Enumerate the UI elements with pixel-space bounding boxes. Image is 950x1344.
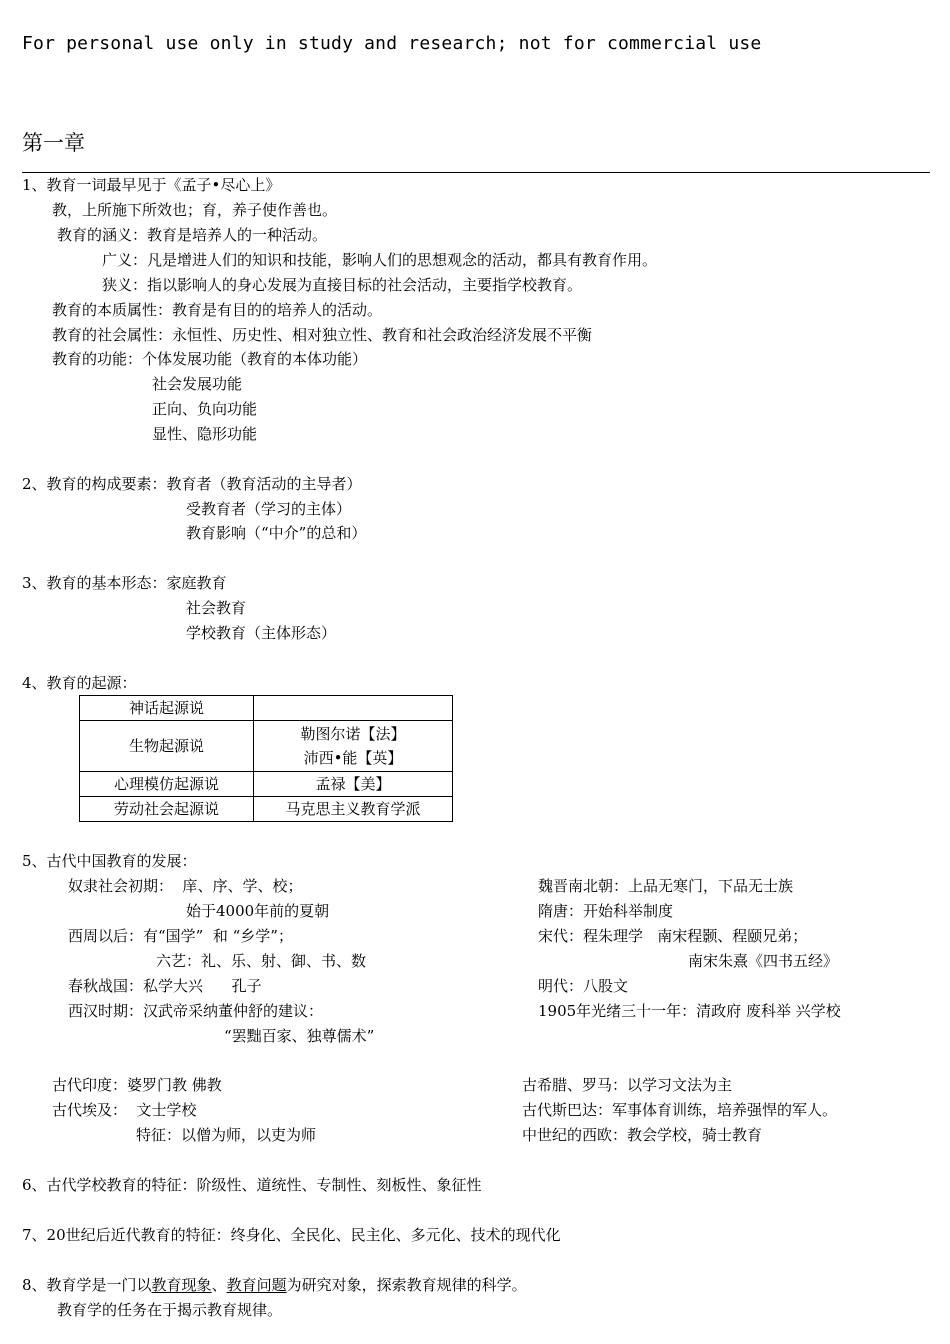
s1-line: 教育的功能：个体发展功能（教育的本体功能） <box>52 350 368 368</box>
table-cell: 心理模仿起源说 <box>80 772 254 797</box>
s5-foreign-line: 古代斯巴达：军事体育训练，培养强悍的军人。 <box>522 1101 838 1119</box>
s3-line: 学校教育（主体形态） <box>186 624 337 642</box>
table-cell-line: 沛西•能【英】 <box>303 749 403 767</box>
s7-line: 7、20世纪后近代教育的特征：终身化、全民化、民主化、多元化、技术的现代化 <box>22 1226 561 1244</box>
s5-foreign-line: 中世纪的西欧：教会学校，骑士教育 <box>522 1126 763 1144</box>
s5-right-line: 宋代：程朱理学 南宋程颢、程颐兄弟； <box>538 927 808 945</box>
s5-left-line: 始于4000年前的夏朝 <box>186 902 330 920</box>
table-row <box>80 696 453 721</box>
s1-line: 教育的本质属性：教育是有目的的培养人的活动。 <box>52 301 383 319</box>
s8-line: 教育学的任务在于揭示教育规律。 <box>57 1301 283 1319</box>
table-cell <box>254 696 453 721</box>
s8-prefix: 8、教育学是一门以 <box>22 1276 152 1294</box>
copyright-notice: For personal use only in study and research; not for commercial use <box>22 33 762 54</box>
table-cell: 劳动社会起源说 <box>80 797 254 822</box>
s5-left-line: 六艺：礼、乐、射、御、书、数 <box>156 952 367 970</box>
s1-line: 狭义：指以影响人的身心发展为直接目标的社会活动，主要指学校教育。 <box>102 276 583 294</box>
table-cell-line: 勒图尔诺【法】 <box>300 725 406 743</box>
s1-line: 正向、负向功能 <box>152 400 258 418</box>
s6-line: 6、古代学校教育的特征：阶级性、道统性、专制性、刻板性、象征性 <box>22 1176 482 1194</box>
s5-title: 5、古代中国教育的发展： <box>22 852 197 870</box>
s5-left-line: 西汉时期：汉武帝采纳董仲舒的建议： <box>68 1002 324 1020</box>
s5-right-line: 隋唐：开始科举制度 <box>538 902 674 920</box>
table-row <box>80 797 453 822</box>
s1-title: 1、教育一词最早见于《孟子•尽心上》 <box>22 176 281 194</box>
table-cell: 孟禄【美】 <box>254 772 453 797</box>
s5-right-line: 南宋朱熹《四书五经》 <box>688 952 839 970</box>
s8-underlined-term: 教育问题 <box>226 1276 287 1294</box>
s5-right-line: 魏晋南北朝：上品无寒门，下品无士族 <box>538 877 794 895</box>
s1-line: 社会发展功能 <box>152 375 243 393</box>
s2-line: 2、教育的构成要素：教育者（教育活动的主导者） <box>22 475 362 493</box>
s3-line: 社会教育 <box>186 599 247 617</box>
s2-line: 教育影响（“中介”的总和） <box>186 524 367 542</box>
s1-line: 广义：凡是增进人们的知识和技能，影响人们的思想观念的活动，都具有教育作用。 <box>102 251 658 269</box>
s5-right-line: 1905年光绪三十一年：清政府 废科举 兴学校 <box>538 1002 841 1020</box>
s5-left-line: 奴隶社会初期： 庠、序、学、校； <box>68 877 303 895</box>
s1-line: 教育的涵义：教育是培养人的一种活动。 <box>57 226 328 244</box>
s5-left-line: 春秋战国：私学大兴 孔子 <box>68 977 262 995</box>
table-cell: 生物起源说 <box>80 721 254 772</box>
s5-left-line: “罢黜百家、独尊儒术” <box>224 1027 375 1045</box>
origin-table <box>79 695 453 822</box>
s1-line: 教，上所施下所效也；育，养子使作善也。 <box>52 201 338 219</box>
chapter-divider <box>22 172 930 173</box>
s2-line: 受教育者（学习的主体） <box>186 500 352 518</box>
s5-foreign-line: 特征：以僧为师，以吏为师 <box>136 1126 317 1144</box>
table-row <box>80 772 453 797</box>
s8-suffix: 为研究对象，探索教育规律的科学。 <box>286 1276 527 1294</box>
s3-line: 3、教育的基本形态：家庭教育 <box>22 574 227 592</box>
s4-title: 4、教育的起源： <box>22 674 137 692</box>
s1-line: 教育的社会属性：永恒性、历史性、相对独立性、教育和社会政治经济发展不平衡 <box>52 326 593 344</box>
table-row <box>80 721 453 772</box>
table-cell <box>254 721 453 772</box>
s5-foreign-line: 古代埃及： 文士学校 <box>52 1101 197 1119</box>
s8-line <box>22 1276 527 1294</box>
table-cell: 神话起源说 <box>80 696 254 721</box>
s5-left-line: 西周以后：有“国学” 和 “乡学”； <box>68 927 293 945</box>
s5-foreign-line: 古希腊、罗马：以学习文法为主 <box>522 1076 733 1094</box>
s5-right-line: 明代：八股文 <box>538 977 629 995</box>
s1-line: 显性、隐形功能 <box>152 425 258 443</box>
table-cell: 马克思主义教育学派 <box>254 797 453 822</box>
s8-sep: 、 <box>211 1276 227 1294</box>
s8-underlined-term: 教育现象 <box>151 1276 212 1294</box>
chapter-title: 第一章 <box>22 131 85 155</box>
s5-foreign-line: 古代印度：婆罗门教 佛教 <box>52 1076 222 1094</box>
